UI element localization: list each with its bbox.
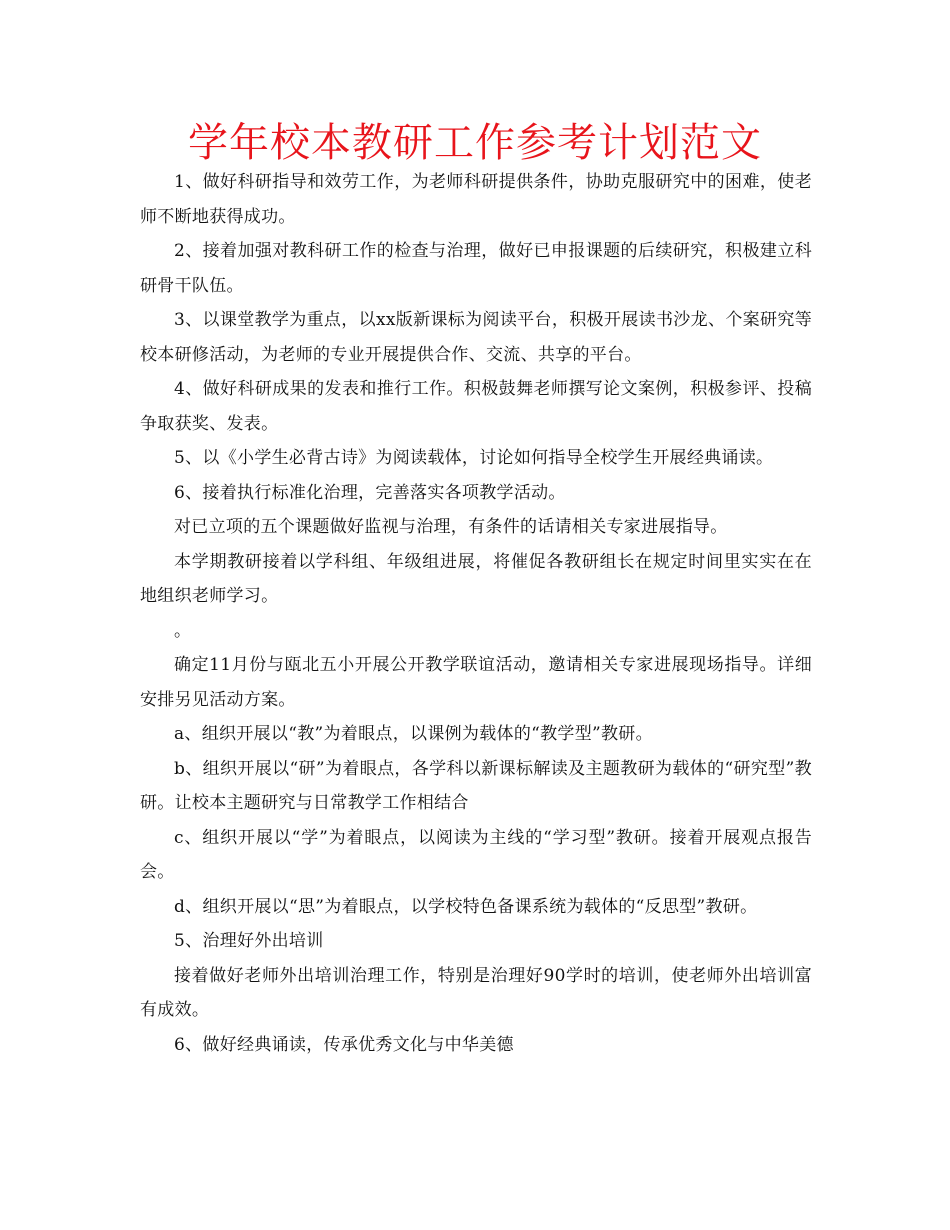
paragraph: 对已立项的五个课题做好监视与治理，有条件的话请相关专家进展指导。 <box>174 517 728 537</box>
paragraph: 5、治理好外出培训 <box>174 931 324 951</box>
paragraph: b、组织开展以“研”为着眼点，各学科以新课标解读及主题教研为载体的“研究型”教研。让校本主题研究与日常教学工作相结合 <box>140 758 812 813</box>
paragraph: 。 <box>174 620 192 641</box>
document-body <box>140 165 812 1062</box>
document-title: 学年校本教研工作参考计划范文 <box>188 120 762 166</box>
paragraph: 接着做好老师外出培训治理工作，特别是治理好90学时的培训，使老师外出培训富有成效。 <box>140 965 812 1020</box>
paragraph: 6、接着执行标准化治理，完善落实各项教学活动。 <box>174 482 566 503</box>
paragraph: 6、做好经典诵读，传承优秀文化与中华美德 <box>174 1034 514 1055</box>
paragraph: 1、做好科研指导和效劳工作，为老师科研提供条件，协助克服研究中的困难，使老师不断地获得成功。 <box>140 172 812 227</box>
paragraph: 5、以《小学生必背古诗》为阅读载体，讨论如何指导全校学生开展经典诵读。 <box>174 448 774 468</box>
paragraph: 4、做好科研成果的发表和推行工作。积极鼓舞老师撰写论文案例，积极参评、投稿争取获奖、发表。 <box>140 379 812 434</box>
paragraph: 确定11月份与瓯北五小开展公开教学联谊活动，邀请相关专家进展现场指导。详细安排另见活动方案。 <box>140 655 812 710</box>
paragraph: 3、以课堂教学为重点，以xx版新课标为阅读平台，积极开展读书沙龙、个案研究等校本研修活动，为老师的专业开展提供合作、交流、共享的平台。 <box>140 310 812 365</box>
paragraph: a、组织开展以“教”为着眼点，以课例为载体的“教学型”教研。 <box>174 724 653 744</box>
paragraph: 本学期教研接着以学科组、年级组进展，将催促各教研组长在规定时间里实实在在地组织老师学习。 <box>140 551 812 606</box>
paragraph: c、组织开展以“学”为着眼点，以阅读为主线的“学习型”教研。接着开展观点报告会。 <box>140 827 812 882</box>
paragraph: 2、接着加强对教科研工作的检查与治理，做好已申报课题的后续研究，积极建立科研骨干队伍。 <box>140 241 812 296</box>
paragraph: d、组织开展以“思”为着眼点，以学校特色备课系统为载体的“反思型”教研。 <box>174 896 758 917</box>
